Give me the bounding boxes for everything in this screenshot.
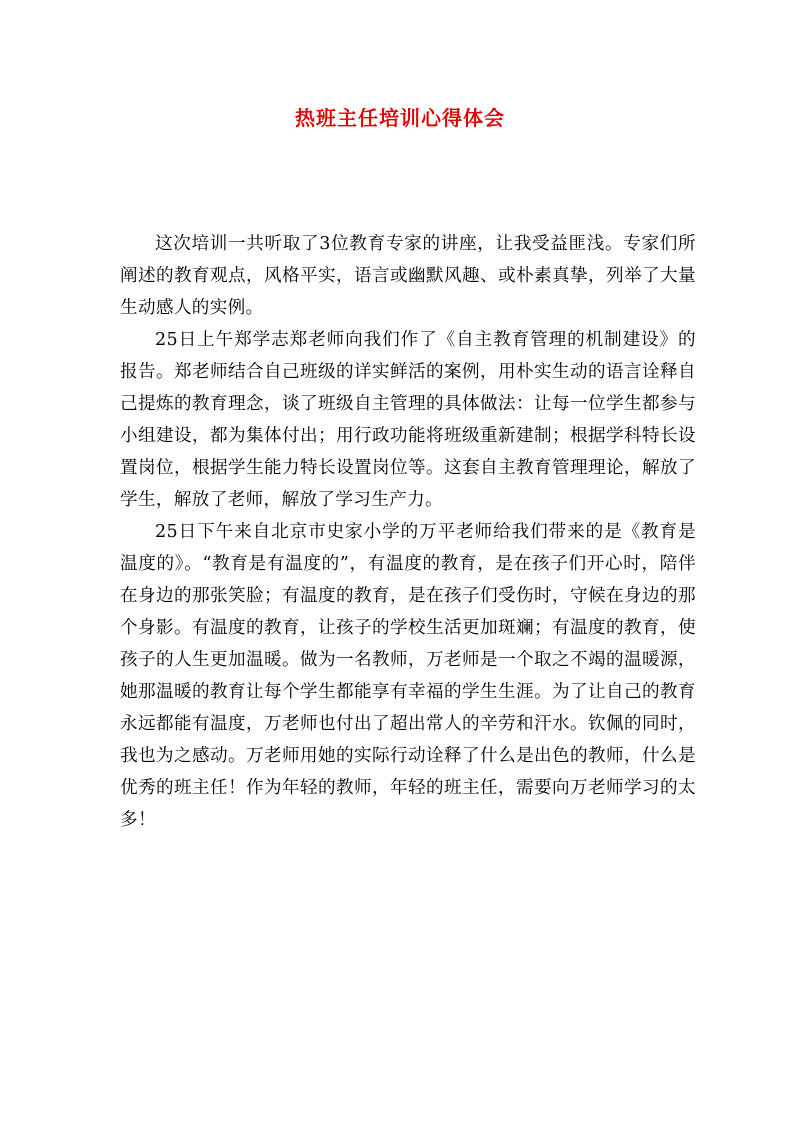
paragraph-3: 25日下午来自北京市史家小学的万平老师给我们带来的是《教育是温度的》。“教育是有温度的”，有温度的教育，是在孩子们开心时，陪伴在身边的那张笑脸；有温度的教育，是在孩子们受伤时，守候在身边的那个身影。有温度的教育，让孩子的学校生活更加斑斓；有温度的教育，使孩子的人生更加温暖。做为一名教师，万老师是一个取之不竭的温暖源，她那温暖的教育让每个学生都能享有幸福的学生生涯。为了让自己的教育永远都能有温度，万老师也付出了超出常人的辛劳和汗水。钦佩的同时，我也为之感动。万老师用她的实际行动诠释了什么是出色的教师，什么是优秀的班主任！作为年轻的教师，年轻的班主任，需要向万老师学习的太多！ [120, 522, 696, 830]
document-title: 热班主任培训心得体会 [295, 106, 505, 130]
paragraph-1: 这次培训一共听取了3位教育专家的讲座，让我受益匪浅。专家们所阐述的教育观点，风格平实，语言或幽默风趣、或朴素真挚，列举了大量生动感人的实例。 [120, 234, 696, 318]
document-body [120, 228, 696, 836]
paragraph-2: 25日上午郑学志郑老师向我们作了《自主教育管理的机制建设》的报告。郑老师结合自己班级的详实鲜活的案例，用朴实生动的语言诠释自己提炼的教育理念，谈了班级自主管理的具体做法：让每一位学生都参与小组建设，都为集体付出；用行政功能将班级重新建制；根据学科特长设置岗位，根据学生能力特长设置岗位等。这套自主教育管理理论，解放了学生，解放了老师，解放了学习生产力。 [120, 330, 696, 510]
